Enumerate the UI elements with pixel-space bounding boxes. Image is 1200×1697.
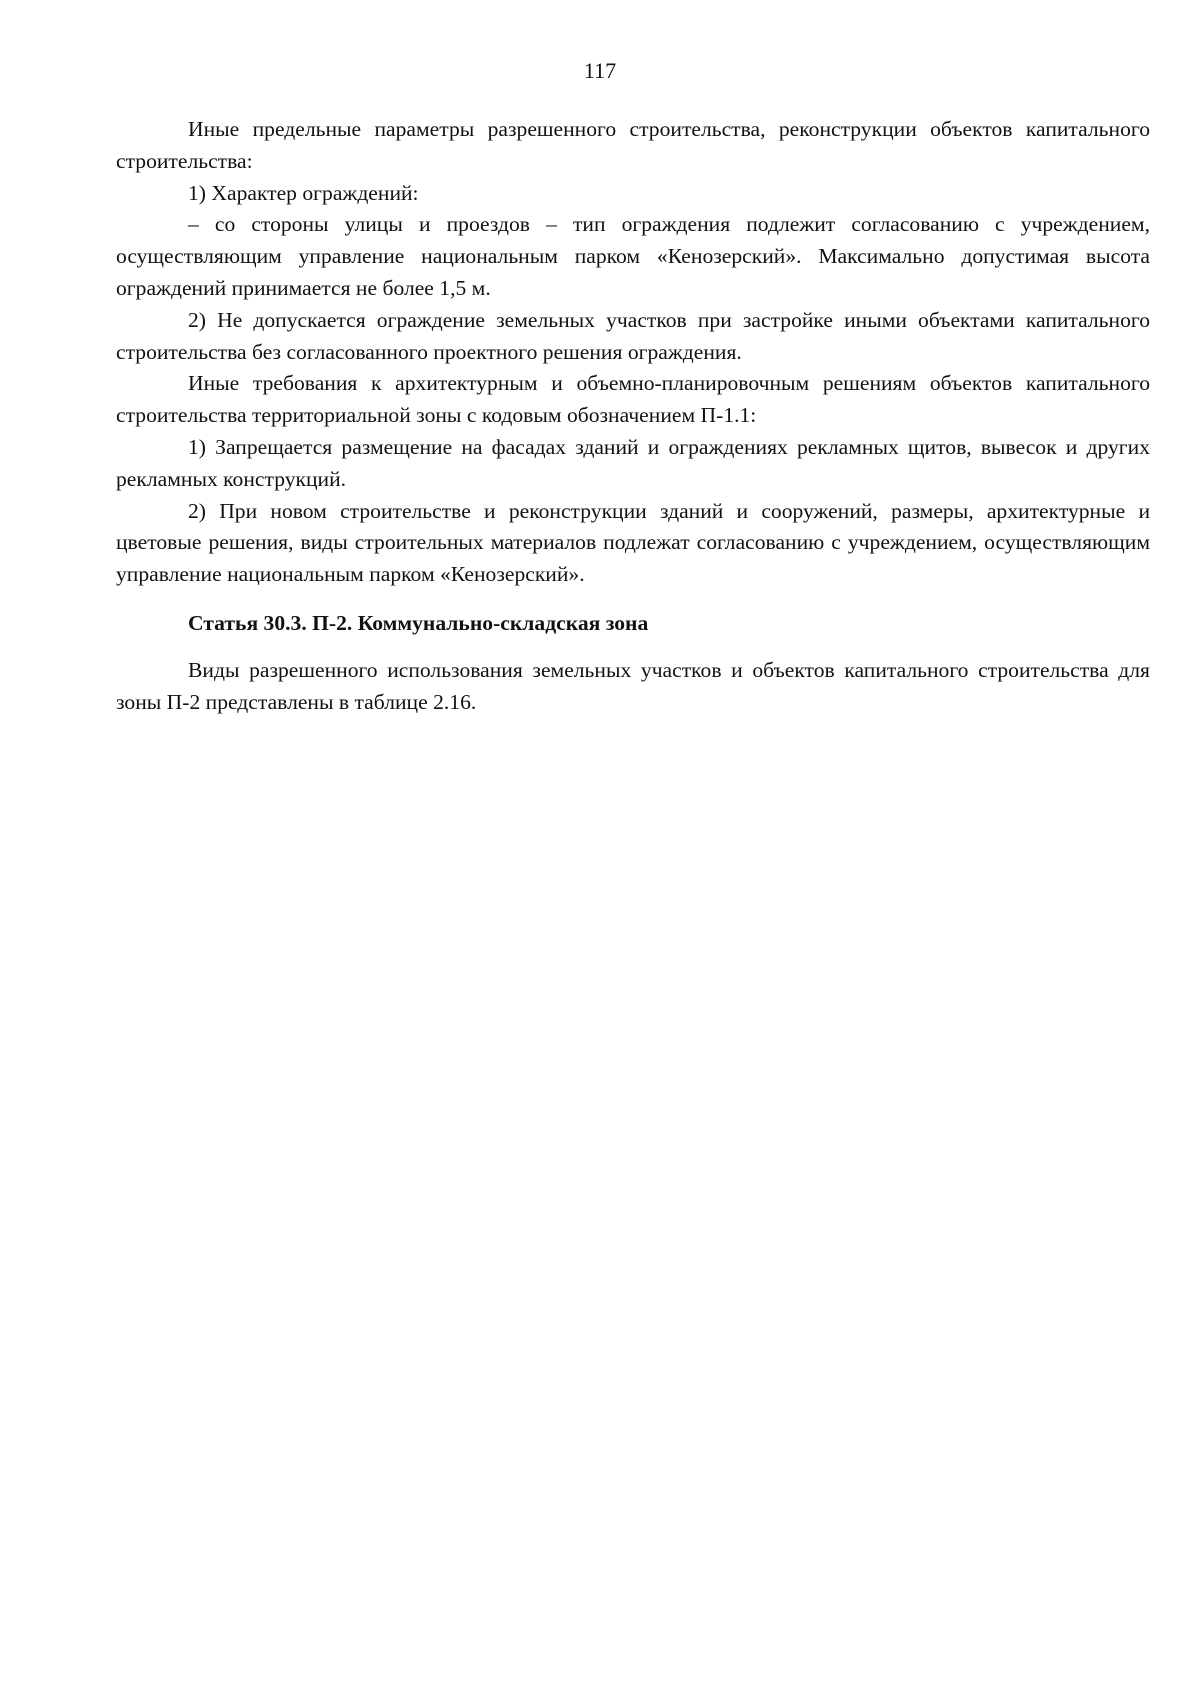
paragraph-fence-restriction: 2) Не допускается ограждение земельных участков при застройке иными объектами капитального строительства без согласованного проектного решения ограждения. <box>116 307 1150 364</box>
article-heading: Статья 30.3. П-2. Коммунально-складская зона <box>188 610 649 635</box>
paragraph-other-limits: Иные предельные параметры разрешенного строительства, реконструкции объектов капитального строительства: <box>116 117 1150 173</box>
document-body <box>116 114 1150 718</box>
paragraph-advertising-ban: 1) Запрещается размещение на фасадах зданий и ограждениях рекламных щитов, вывесок и других рекламных конструкций. <box>116 434 1150 491</box>
paragraph-architecture-requirements: Иные требования к архитектурным и объемно-планировочным решениям объектов капитального строительства территориальной зоны с кодовым обозначением П-1.1: <box>116 371 1150 428</box>
page-number: 117 <box>583 58 617 83</box>
paragraph-permitted-uses: Виды разрешенного использования земельных участков и объектов капитального строительства для зоны П-2 представлены в таблице 2.16. <box>116 657 1150 714</box>
paragraph-street-fence: – со стороны улицы и проездов – тип ограждения подлежит согласованию с учреждением, осуществляющим управление национальным парком «Кенозерский». Максимально допустимая высота ограждений принимается не более 1,5 м. <box>116 212 1150 300</box>
paragraph-construction-approval: 2) При новом строительстве и реконструкции зданий и сооружений, размеры, архитектурные и цветовые решения, виды строительных материалов подлежат согласованию с учреждением, осуществляющим управление национальным парком «Кенозерский». <box>116 498 1150 587</box>
paragraph-fence-character: 1) Характер ограждений: <box>188 180 419 205</box>
